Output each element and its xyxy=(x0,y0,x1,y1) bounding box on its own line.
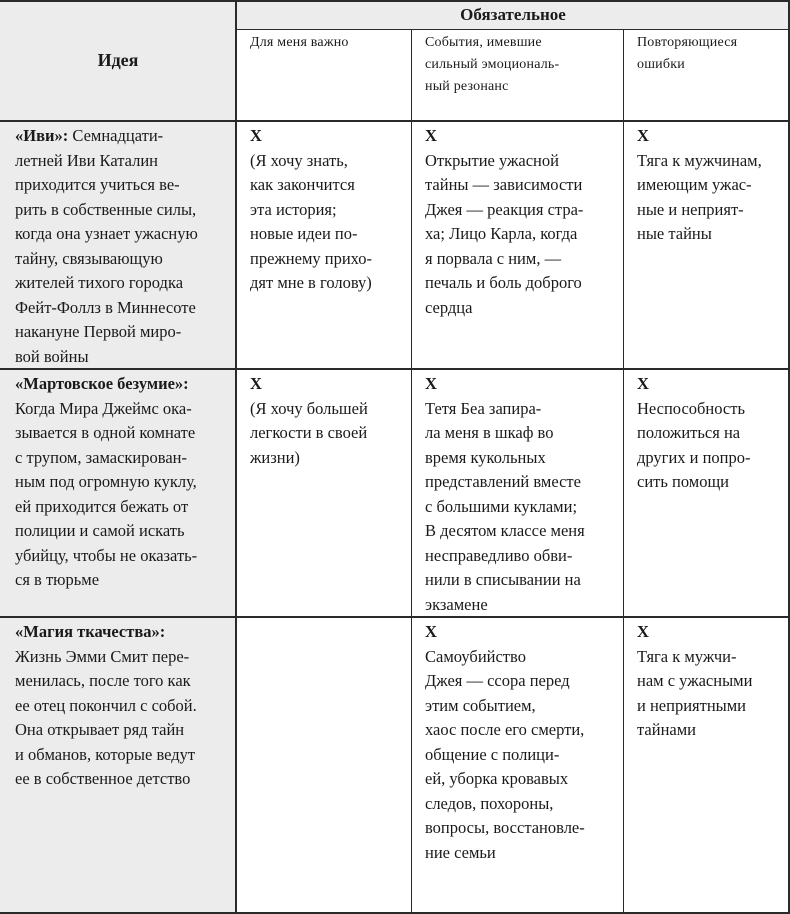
idea-line: когда она узнает ужасную xyxy=(15,224,198,243)
mistakes-cell xyxy=(637,372,787,495)
events-line: следов, похороны, xyxy=(425,793,554,813)
check-mark: Х xyxy=(425,126,437,145)
check-mark: Х xyxy=(637,374,649,393)
events-header-line: События, имевшие xyxy=(425,35,542,50)
events-column-header xyxy=(425,32,621,98)
events-cell xyxy=(425,124,621,320)
idea-line: ся в тюрьме xyxy=(15,570,100,589)
important-line: (Я хочу знать, xyxy=(250,150,348,170)
important-header-line: Для меня важно xyxy=(250,35,349,50)
important-line: как закончится xyxy=(250,175,355,194)
idea-description xyxy=(15,372,235,593)
important-line: жизни) xyxy=(250,447,300,467)
group-column-header: Обязательное xyxy=(460,5,566,24)
events-line: Джея — реакция стра- xyxy=(425,199,584,219)
idea-line: Жизнь Эмми Смит пере- xyxy=(15,646,190,666)
events-line: экзамене xyxy=(425,594,488,614)
events-line: В десятом классе меня xyxy=(425,521,585,540)
idea-line: ей приходится бежать от xyxy=(15,496,189,516)
mistakes-line: ные тайны xyxy=(637,224,712,243)
idea-line: убийцу, чтобы не оказать- xyxy=(15,545,198,565)
idea-title: «Мартовское безумие»: xyxy=(15,374,189,393)
mistakes-line: и неприятными xyxy=(637,695,747,715)
check-mark: Х xyxy=(425,622,437,641)
idea-first-line xyxy=(15,124,235,149)
events-line: ей, уборка кровавых xyxy=(425,769,569,788)
idea-title: «Иви»: xyxy=(15,126,69,145)
idea-column-divider xyxy=(235,0,237,914)
events-line: сердца xyxy=(425,297,473,317)
idea-line: ным под огромную куклу, xyxy=(15,472,197,491)
idea-line: приходится учиться ве- xyxy=(15,175,180,194)
check-mark: Х xyxy=(250,374,262,393)
events-line: нили в списывании на xyxy=(425,570,581,589)
idea-line: с трупом, замаскирован- xyxy=(15,447,187,467)
idea-line: рить в собственные силы, xyxy=(15,199,197,219)
idea-line: Она открывает ряд тайн xyxy=(15,720,185,739)
check-mark: Х xyxy=(250,126,262,145)
events-cell xyxy=(425,620,621,865)
mistakes-line: сить помощи xyxy=(637,472,730,491)
group-header-divider xyxy=(236,29,790,30)
check-mark: Х xyxy=(425,374,437,393)
mistakes-header-line: ошибки xyxy=(637,57,685,72)
events-line: хаос после его смерти, xyxy=(425,720,585,739)
events-line: несправедливо обви- xyxy=(425,545,573,565)
idea-line: ее в собственное детство xyxy=(15,769,191,788)
events-line: тайны — зависимости xyxy=(425,175,583,194)
mistakes-column-header xyxy=(637,32,787,76)
idea-line: Фейт-Фоллз в Миннесоте xyxy=(15,297,196,317)
events-cell xyxy=(425,372,621,617)
important-line: легкости в своей xyxy=(250,423,368,442)
idea-first-line xyxy=(15,620,235,645)
important-column-divider xyxy=(411,29,412,914)
events-line: ние семьи xyxy=(425,842,496,862)
events-line: этим событием, xyxy=(425,695,536,715)
important-column-header xyxy=(250,32,410,54)
events-line: Самоубийство xyxy=(425,646,526,666)
events-line: Джея — ссора перед xyxy=(425,671,570,690)
header-bottom-line xyxy=(0,120,790,122)
important-cell xyxy=(250,372,410,470)
idea-line: жителей тихого городка xyxy=(15,273,184,292)
events-line: представлений вместе xyxy=(425,472,581,491)
events-line: Тетя Беа запира- xyxy=(425,398,542,418)
check-mark: Х xyxy=(637,126,649,145)
mistakes-line: положиться на xyxy=(637,423,741,442)
events-line: вопросы, восстановле- xyxy=(425,818,585,837)
events-line: общение с полици- xyxy=(425,744,560,764)
idea-description xyxy=(15,620,235,792)
events-column-divider xyxy=(623,29,624,914)
mistakes-cell xyxy=(637,124,787,247)
idea-line: менилась, после того как xyxy=(15,671,191,690)
table-border-top xyxy=(0,0,790,2)
events-line: с большими куклами; xyxy=(425,496,578,516)
important-line: дят мне в голову) xyxy=(250,273,372,292)
events-line: время кукольных xyxy=(425,447,546,467)
mistakes-line: Тяга к мужчинам, xyxy=(637,150,762,170)
events-line: ха; Лицо Карла, когда xyxy=(425,224,578,243)
mistakes-line: ные и неприят- xyxy=(637,199,744,219)
idea-line: и обманов, которые ведут xyxy=(15,744,196,764)
mistakes-line: Неспособность xyxy=(637,398,745,418)
idea-line: летней Иви Каталин xyxy=(15,150,158,170)
idea-line: вой войны xyxy=(15,346,89,366)
important-line: новые идеи по- xyxy=(250,224,358,243)
idea-line: полиции и самой искать xyxy=(15,521,185,540)
idea-column-header: Идея xyxy=(97,50,139,70)
idea-line: Когда Мира Джеймс ока- xyxy=(15,398,192,418)
idea-first-line-text: Семнадцати- xyxy=(68,126,164,145)
events-line: я порвала с ним, — xyxy=(425,248,562,268)
mistakes-line: Тяга к мужчи- xyxy=(637,646,737,666)
mistakes-cell xyxy=(637,620,787,743)
idea-title: «Магия ткачества»: xyxy=(15,622,166,641)
row-2-bottom-line xyxy=(0,616,790,618)
events-header-line: сильный эмоциональ- xyxy=(425,57,560,72)
important-line: эта история; xyxy=(250,199,337,219)
events-header-line: ный резонанс xyxy=(425,79,509,94)
idea-description xyxy=(15,124,235,369)
idea-line: накануне Первой миро- xyxy=(15,322,182,341)
idea-line: ее отец покончил с собой. xyxy=(15,695,197,715)
mistakes-line: тайнами xyxy=(637,720,696,739)
events-line: ла меня в шкаф во xyxy=(425,423,554,442)
important-cell xyxy=(250,124,410,296)
idea-line: зывается в одной комнате xyxy=(15,423,196,442)
idea-first-line xyxy=(15,372,235,397)
mistakes-line: других и попро- xyxy=(637,447,751,467)
important-line: (Я хочу большей xyxy=(250,398,368,418)
check-mark: Х xyxy=(637,622,649,641)
important-line: прежнему прихо- xyxy=(250,248,373,268)
mistakes-line: нам с ужасными xyxy=(637,671,753,690)
events-line: печаль и боль доброго xyxy=(425,273,582,292)
mistakes-line: имеющим ужас- xyxy=(637,175,752,194)
events-line: Открытие ужасной xyxy=(425,150,559,170)
mistakes-header-line: Повторяющиеся xyxy=(637,35,738,50)
idea-line: тайну, связывающую xyxy=(15,248,163,268)
